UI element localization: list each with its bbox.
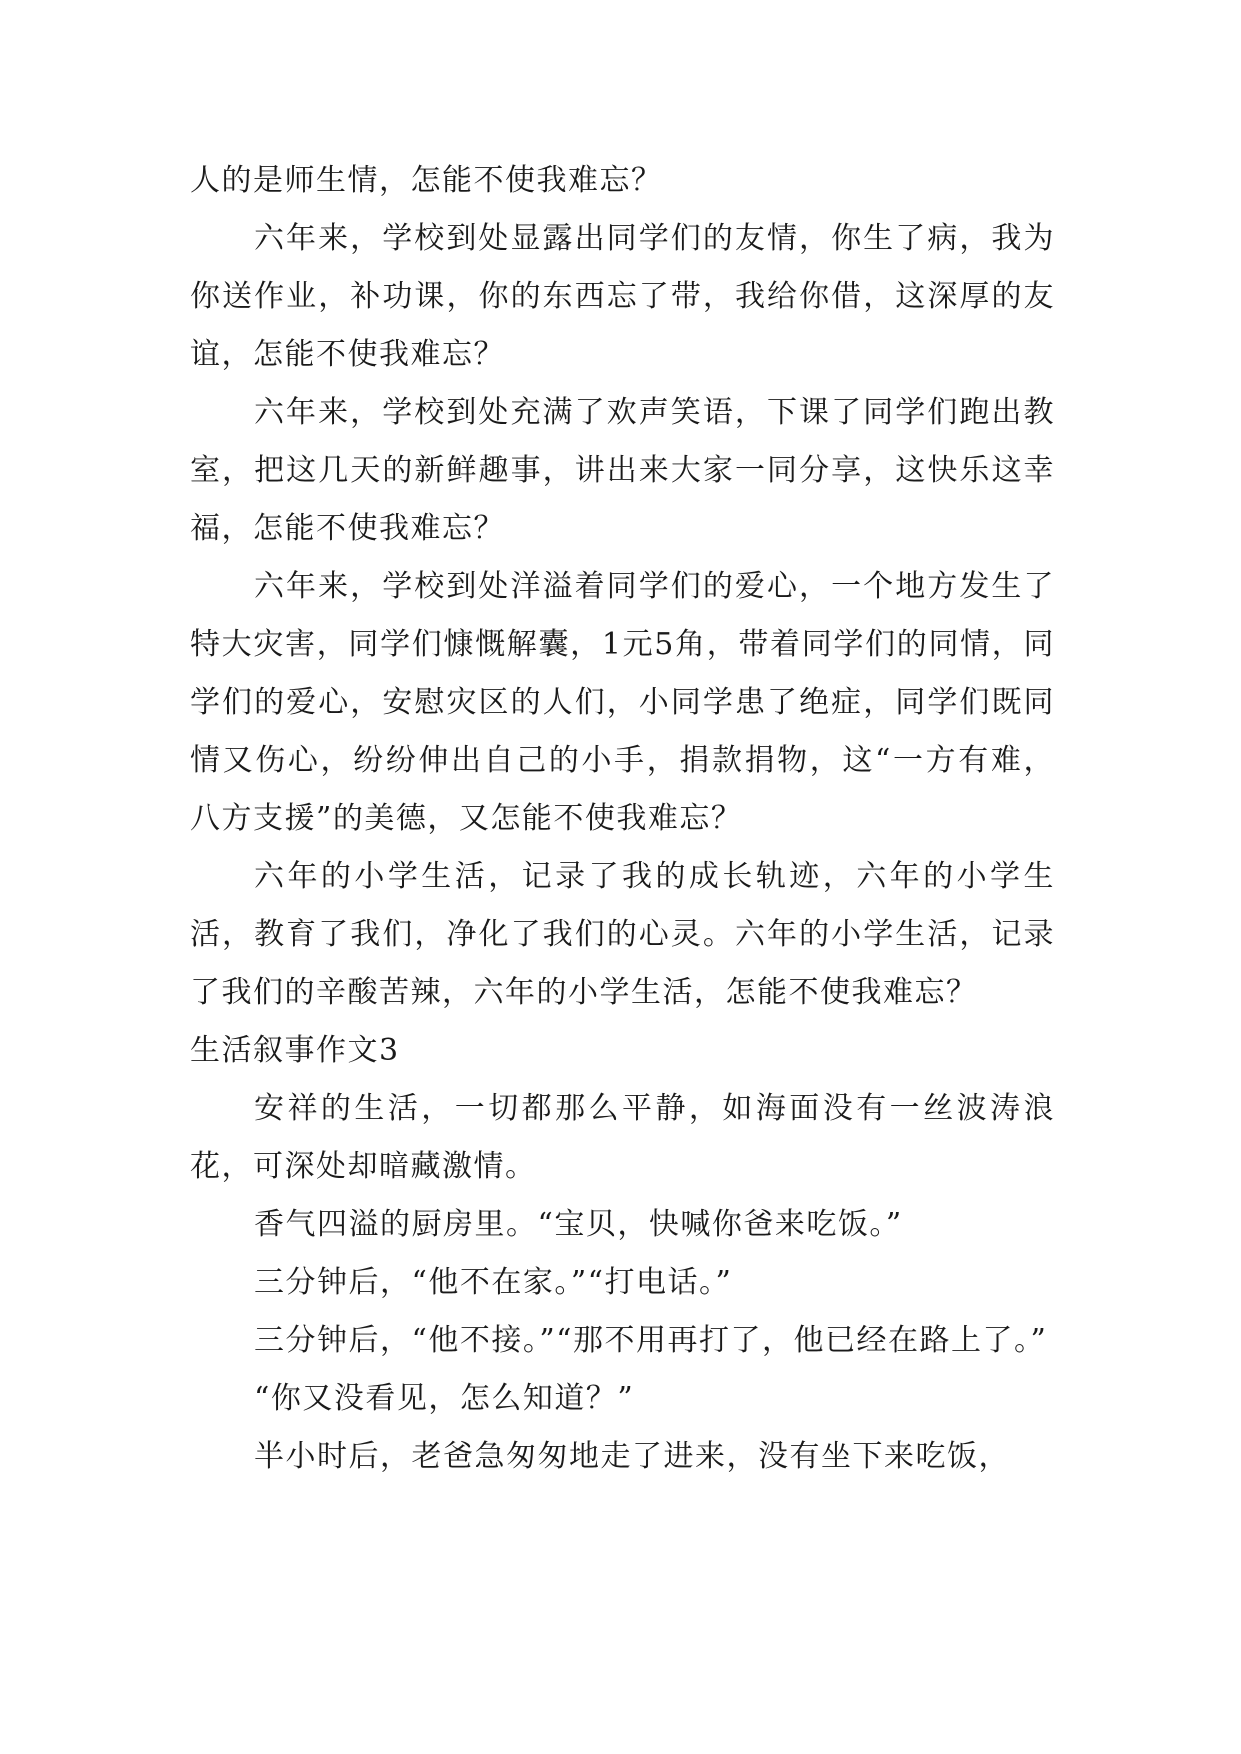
paragraph: 半小时后，老爸急匆匆地走了进来，没有坐下来吃饭， xyxy=(254,1439,1010,1474)
document-body xyxy=(190,152,1055,1486)
paragraph: 六年来，学校到处充满了欢声笑语，下课了同学们跑出教室，把这几天的新鲜趣事，讲出来大家一同分享，这快乐这幸福，怎能不使我难忘？ xyxy=(190,395,1055,546)
paragraph: 六年的小学生活，记录了我的成长轨迹，六年的小学生活，教育了我们，净化了我们的心灵。六年的小学生活，记录了我们的辛酸苦辣，六年的小学生活，怎能不使我难忘？ xyxy=(190,859,1055,1010)
section-heading: 生活叙事作文3 xyxy=(190,1033,400,1068)
paragraph: 三分钟后，“他不接。”“那不用再打了，他已经在路上了。” xyxy=(254,1323,1048,1358)
paragraph: 六年来，学校到处洋溢着同学们的爱心，一个地方发生了特大灾害，同学们慷慨解囊，1元5角，带着同学们的同情，同学们的爱心，安慰灾区的人们，小同学患了绝症，同学们既同情又伤心，纷纷伸出自己的小手，捐款捐物，这“一方有难，八方支援”的美德，又怎能不使我难忘？ xyxy=(190,569,1055,836)
paragraph: 六年来，学校到处显露出同学们的友情，你生了病，我为你送作业，补功课，你的东西忘了带，我给你借，这深厚的友谊，怎能不使我难忘？ xyxy=(190,221,1055,372)
paragraph: 安祥的生活，一切都那么平静，如海面没有一丝波涛浪花，可深处却暗藏激情。 xyxy=(190,1091,1055,1184)
paragraph: 香气四溢的厨房里。“宝贝，快喊你爸来吃饭。” xyxy=(254,1207,903,1242)
paragraph: 三分钟后，“他不在家。”“打电话。” xyxy=(254,1265,733,1300)
paragraph: 人的是师生情，怎能不使我难忘？ xyxy=(190,163,663,198)
paragraph: “你又没看见，怎么知道？” xyxy=(254,1381,635,1416)
